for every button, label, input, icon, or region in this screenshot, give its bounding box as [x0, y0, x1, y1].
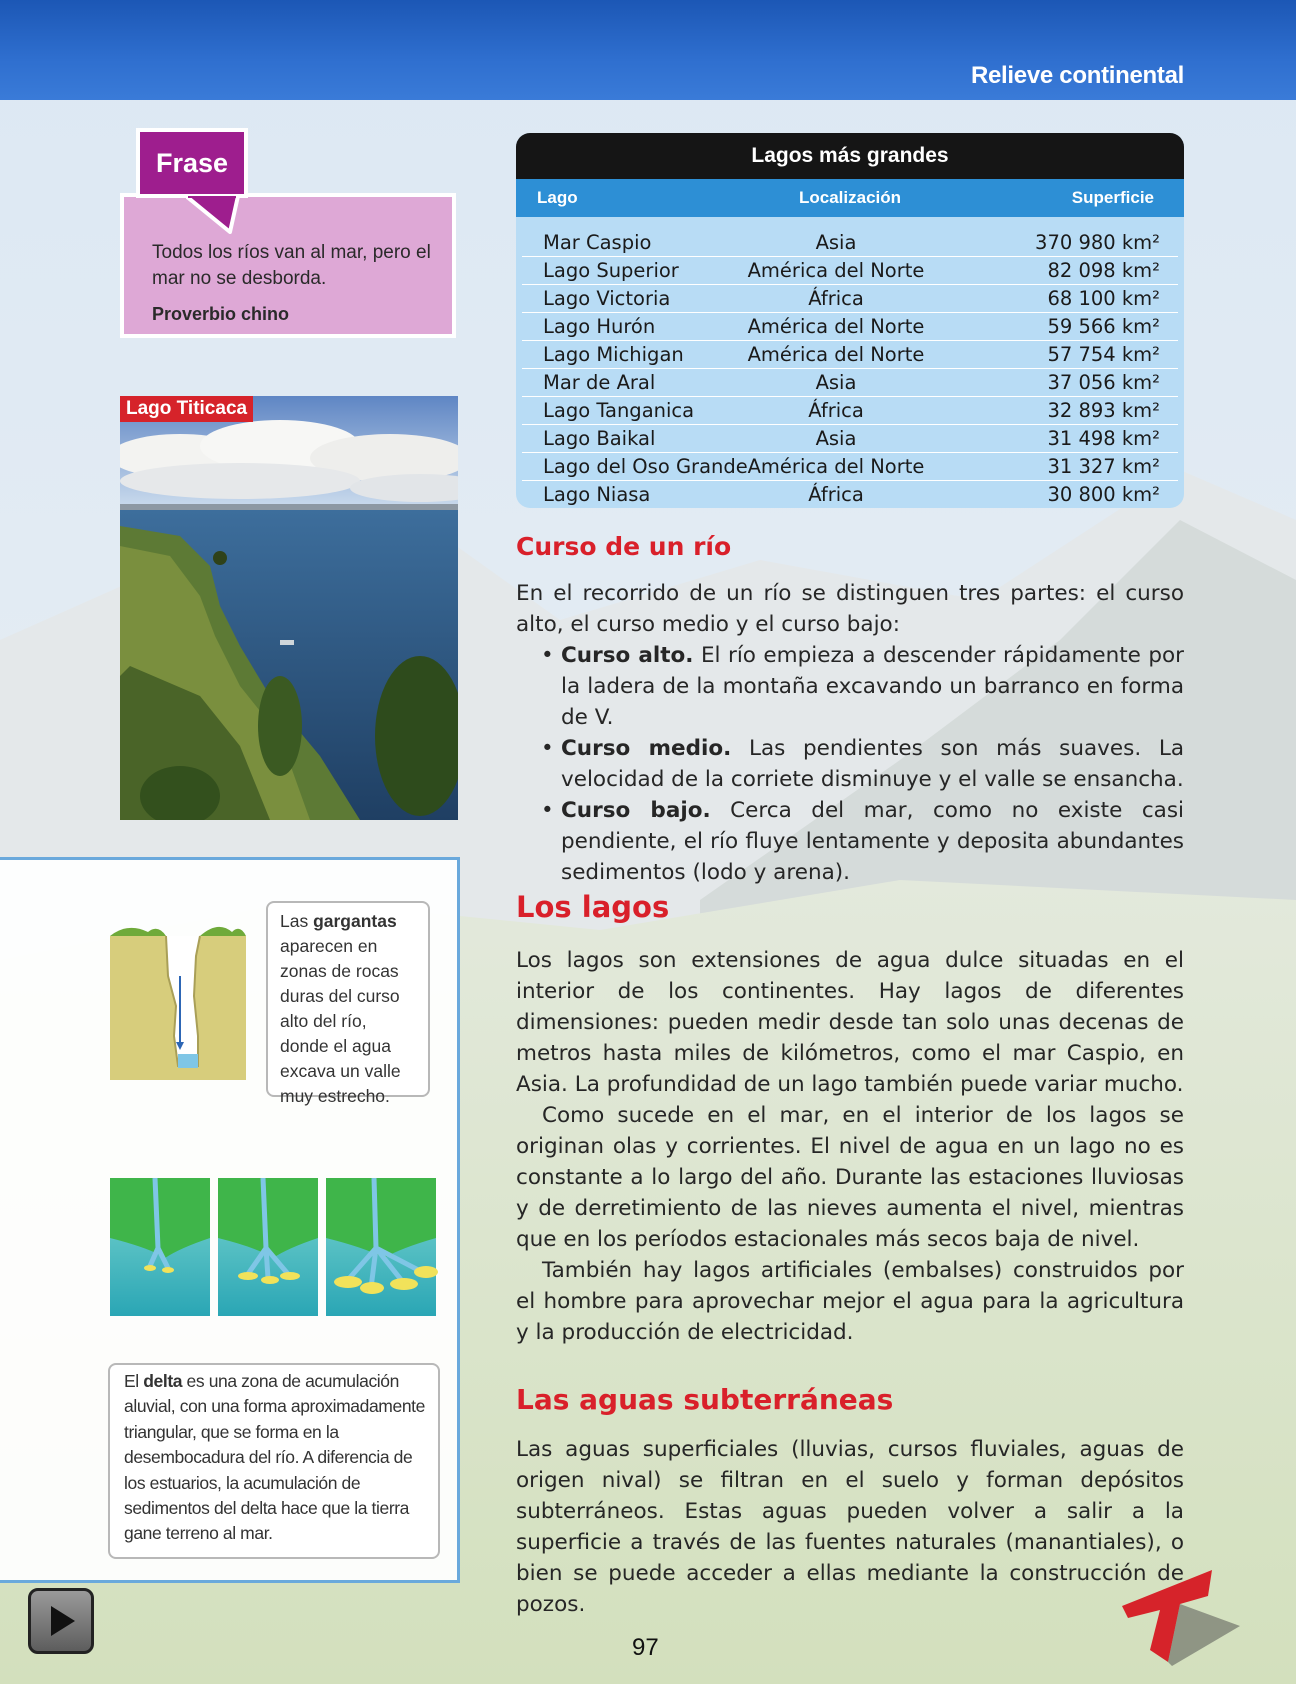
- gorge-text-post: aparecen en zonas de rocas duras del curso alto del río, donde el agua excava un valle muy estrecho.: [280, 936, 401, 1106]
- table-row: [522, 453, 1178, 481]
- table-cell: Lago Michigan: [543, 343, 684, 366]
- gorge-term: gargantas: [313, 911, 397, 931]
- table-header-lake: Lago: [537, 188, 578, 207]
- table-cell: África: [808, 483, 864, 506]
- section-title-groundwater: Las aguas subterráneas: [516, 1383, 894, 1416]
- table-row: [522, 257, 1178, 285]
- delta-text-post: es una zona de acumulación aluvial, con una forma aproximadamente triangular, que se forma en la desembocadura del río. A diferencia de los estuarios, la acumulación de sedimentos del delta hace que la tierra gane terreno al mar.: [124, 1371, 425, 1544]
- table-cell: 30 800 km²: [1047, 483, 1160, 506]
- groundwater-paragraph: Las aguas superficiales (lluvias, cursos fluviales, aguas de origen nival) se filtran en el suelo y forman depósitos subterráneos. Estas aguas pueden volver a salir a la superficie a través de las fuentes naturales (manantiales), o bien se puede acceder a ellas mediante la construcción de pozos.: [516, 1437, 1184, 1617]
- table-cell: África: [808, 399, 864, 422]
- quote-author: Proverbio chino: [152, 304, 290, 324]
- table-cell: 68 100 km²: [1047, 287, 1160, 310]
- lakes-body: [516, 945, 1184, 1348]
- river-course-intro: En el recorrido de un río se distinguen tres partes: el curso alto, el curso medio y el curso bajo:: [516, 581, 1184, 637]
- table-cell: Asia: [815, 427, 857, 450]
- table-cell: Lago Baikal: [543, 427, 656, 450]
- table-cell: Mar Caspio: [543, 231, 652, 254]
- table-row: [522, 369, 1178, 397]
- list-item: [516, 733, 1184, 795]
- table-row: [522, 313, 1178, 341]
- list-item-text: Cerca del mar, como no existe casi pendiente, el río fluye lentamente y deposita abundantes sedimentos (lodo y arena).: [561, 798, 1184, 885]
- section-header-title: Relieve continental: [970, 62, 1184, 89]
- gorge-text-pre: Las: [280, 911, 314, 931]
- table-cell: 82 098 km²: [1047, 259, 1160, 282]
- table-cell: 31 327 km²: [1047, 455, 1160, 478]
- table-cell: 370 980 km²: [1035, 231, 1160, 254]
- table-header-row: [516, 179, 1184, 217]
- list-item: [516, 640, 1184, 733]
- lakes-paragraph-2: Como sucede en el mar, en el interior de los lagos se originan olas y corrientes. El nivel de agua en un lago no es constante a lo largo del año. Durante las estaciones lluviosas y de derretimiento de las nieves aumenta el nivel, mientras que en los períodos estacionales más secos baja de nivel.: [516, 1103, 1184, 1252]
- list-item-text: El río empieza a descender rápidamente por la ladera de la montaña excavando un barranco en forma de V.: [561, 643, 1184, 730]
- groundwater-body: [516, 1434, 1184, 1620]
- page-number: 97: [632, 1634, 659, 1661]
- table-row: [522, 397, 1178, 425]
- table-cell: Lago Niasa: [543, 483, 651, 506]
- table-cell: Lago Victoria: [543, 287, 671, 310]
- table-cell: África: [808, 287, 864, 310]
- section-title-river-course: Curso de un río: [516, 532, 732, 561]
- publisher-logo-icon: [1120, 1566, 1250, 1666]
- table-cell: 32 893 km²: [1047, 399, 1160, 422]
- lakes-paragraph-3: También hay lagos artificiales (embalses) construidos por el hombre para aprovechar mejor el agua para la agricultura y la producción de electricidad.: [516, 1258, 1184, 1345]
- photo-caption-label: Lago Titicaca: [120, 396, 253, 422]
- gorge-info-box: [266, 901, 430, 1106]
- table-cell: América del Norte: [747, 455, 925, 478]
- delta-term: delta: [143, 1371, 183, 1391]
- table-body: [516, 217, 1184, 508]
- table-row: [522, 285, 1178, 313]
- river-course-list: [516, 640, 1184, 888]
- table-cell: 31 498 km²: [1047, 427, 1160, 450]
- list-item-term: Curso alto.: [561, 643, 694, 668]
- quote-tag: Frase: [136, 128, 248, 198]
- lake-titicaca-photo: [120, 396, 458, 820]
- delta-illustration-icon: [110, 1178, 440, 1316]
- delta-info-box: [108, 1363, 440, 1559]
- table-cell: 57 754 km²: [1047, 343, 1160, 366]
- table-cell: Lago Tanganica: [543, 399, 695, 422]
- river-course-body: [516, 578, 1184, 888]
- play-button[interactable]: [28, 1588, 94, 1654]
- table-cell: América del Norte: [747, 343, 925, 366]
- speech-bubble-tail-icon: [186, 196, 246, 236]
- table-header-area: Superficie: [1071, 188, 1154, 207]
- table-cell: Asia: [815, 231, 857, 254]
- table-row: [522, 425, 1178, 453]
- table-cell: Lago Hurón: [543, 315, 656, 338]
- list-item-term: Curso medio.: [561, 736, 732, 761]
- gorge-illustration-icon: [108, 916, 248, 1082]
- table-header-location: Localización: [799, 188, 902, 207]
- table-title: Lagos más grandes: [516, 133, 1184, 179]
- largest-lakes-table: [516, 133, 1184, 508]
- table-cell: Mar de Aral: [543, 371, 656, 394]
- table-cell: Lago del Oso Grande: [543, 455, 748, 478]
- list-item-term: Curso bajo.: [561, 798, 711, 823]
- list-item: [516, 795, 1184, 888]
- table-row: [522, 341, 1178, 369]
- quote-text: Todos los ríos van al mar, pero el mar no se desborda.: [152, 242, 431, 289]
- list-item-text: Las pendientes son más suaves. La velocidad de la corriete disminuye y el valle se ensancha.: [561, 736, 1184, 792]
- table-cell: 59 566 km²: [1047, 315, 1160, 338]
- lakes-paragraph-1: Los lagos son extensiones de agua dulce situadas en el interior de los continentes. Hay lagos de diferentes dimensiones: pueden medir desde tan solo unas decenas de metros hasta miles de kilómetros, como el mar Caspio, en Asia. La profundidad de un lago también puede variar mucho.: [516, 948, 1184, 1097]
- table-row: [522, 229, 1178, 257]
- table-cell: América del Norte: [747, 259, 925, 282]
- table-cell: Asia: [815, 371, 857, 394]
- play-icon: [41, 1601, 81, 1641]
- delta-text-pre: El: [124, 1371, 144, 1391]
- table-cell: Lago Superior: [543, 259, 679, 282]
- header-band: [0, 0, 1296, 100]
- table-cell: América del Norte: [747, 315, 925, 338]
- table-cell: 37 056 km²: [1047, 371, 1160, 394]
- section-title-lakes: Los lagos: [516, 890, 670, 924]
- table-row: [522, 481, 1178, 508]
